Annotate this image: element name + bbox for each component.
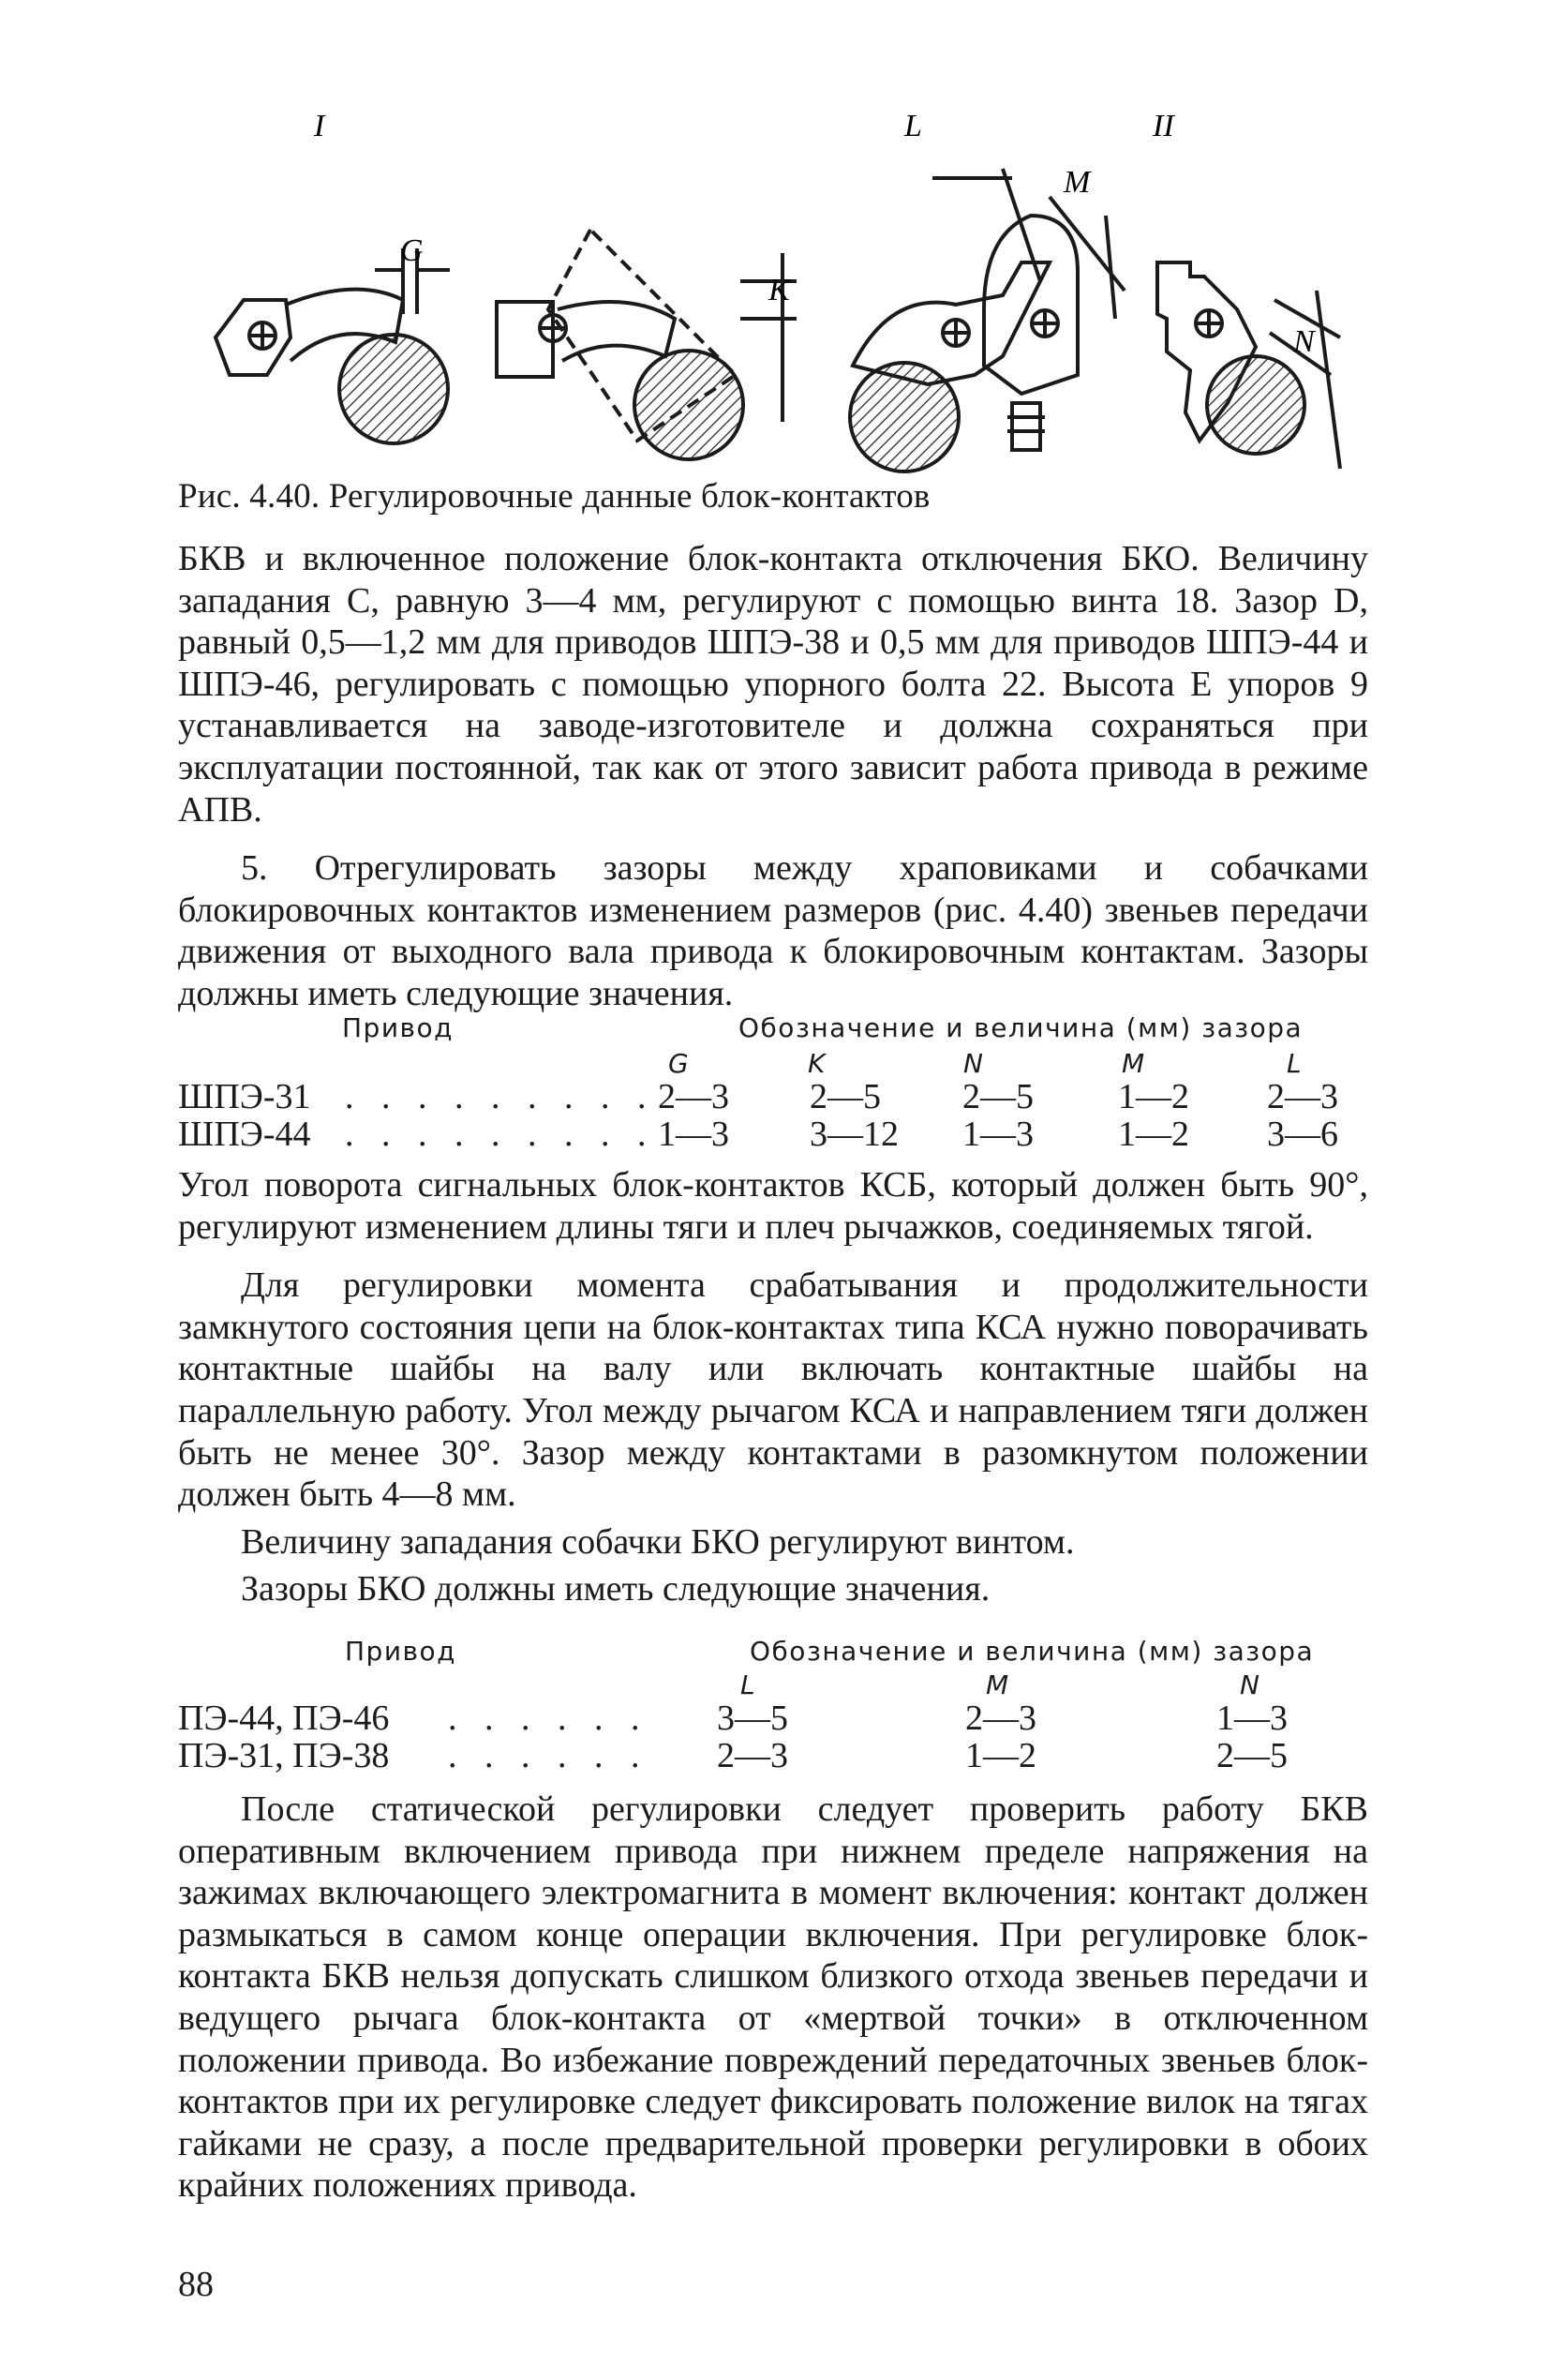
label-k: K xyxy=(768,273,790,307)
shaft-2 xyxy=(634,351,743,459)
table1-row-1-l: 2—3 xyxy=(1267,1077,1338,1116)
paragraph-7: После статической регулировки следует проверить работу БКВ оперативным включением привода при нижнем пределе напряжения на зажимах включающего электромагнита в момент включения: контакт должен размыкаться в самом конце операции включения. При регулировке блок-контакта БКВ нельзя допускать слишком близкого отхода звеньев передачи и ведущего рычага блок-контакта от «мертвой точки» в отключенном положении привода. Во избежание повреждений передаточных звеньев блок-контактов при их регулировке следует фиксировать положение вилок на тягах гайками не сразу, а после предварительной проверки регулировки в обоих крайних положениях привода. xyxy=(178,1789,1368,2206)
mechanism-drawing xyxy=(178,109,1359,487)
paragraph-group-2 xyxy=(178,1164,1368,1610)
table2-row-1-name: ПЭ-44, ПЭ-46 xyxy=(178,1699,390,1738)
label-g: G xyxy=(400,233,424,268)
table1-row-2-k: 3—12 xyxy=(810,1115,899,1154)
table2-subcol-m: M xyxy=(986,1669,1009,1700)
table1-row-1-n: 2—5 xyxy=(962,1077,1034,1116)
table2-col-group: Обозначение и величина (мм) зазора xyxy=(750,1636,1315,1667)
label-ii: II xyxy=(1153,109,1174,143)
table1-row-2-g: 1—3 xyxy=(658,1115,729,1154)
figure-4-40 xyxy=(178,109,1359,487)
paragraph-6: Зазоры БКО должны иметь следующие значения. xyxy=(241,1569,991,1609)
paragraph-group-3 xyxy=(178,1789,1368,2207)
paragraph-group-1 xyxy=(178,538,1368,1015)
table1-row-2-dots: . . . . . . . . . xyxy=(345,1115,656,1154)
table1-col-drive: Привод xyxy=(342,1012,455,1043)
table1-row-1-g: 2—3 xyxy=(658,1077,729,1116)
table2-col-drive: Привод xyxy=(345,1636,457,1667)
table1-subcol-l: L xyxy=(1287,1048,1302,1079)
table1-subcol-n: N xyxy=(963,1048,983,1079)
table2-row-1-n: 1—3 xyxy=(1216,1699,1288,1738)
page-number: 88 xyxy=(178,2265,214,2304)
paragraph-2: 5. Отрегулировать зазоры между храповиками и собачками блокировочных контактов изменением размеров (рис. 4.40) звеньев передачи движения от выходного вала привода к блокировочным контактам. Зазоры должны иметь следующие значения. xyxy=(178,848,1368,1013)
gap-table-1 xyxy=(178,1003,1368,1162)
label-l: L xyxy=(904,109,922,143)
table1-row-1-name: ШПЭ-31 xyxy=(178,1077,311,1116)
table1-row-2-n: 1—3 xyxy=(962,1115,1034,1154)
shaft-1 xyxy=(339,335,448,443)
shaft-4 xyxy=(1207,356,1304,454)
paragraph-3: Угол поворота сигнальных блок-контактов КСБ, который должен быть 90°, регулируют изменением длины тяги и плеч рычажков, соединяемых тягой. xyxy=(178,1165,1368,1247)
label-i: I xyxy=(314,109,325,143)
paragraph-4: Для регулировки момента срабатывания и продолжительности замкнутого состояния цепи на блок-контактах типа КСА нужно поворачивать контактные шайбы на валу или включать контактные шайбы на параллельную работу. Угол между рычагом КСА и направлением тяги должен быть не менее 30°. Зазор между контактами в разомкнутом положении должен быть 4—8 мм. xyxy=(178,1265,1368,1515)
table2-row-1-m: 2—3 xyxy=(965,1699,1036,1738)
label-n: N xyxy=(1293,324,1315,359)
table1-subcol-m: M xyxy=(1122,1048,1145,1079)
table1-row-1-k: 2—5 xyxy=(810,1077,881,1116)
table1-row-2-l: 3—6 xyxy=(1267,1115,1338,1154)
paragraph-5: Величину западания собачки БКО регулируют винтом. xyxy=(241,1521,1075,1562)
table2-row-1-l: 3—5 xyxy=(717,1699,788,1738)
table2-subcol-l: L xyxy=(740,1669,755,1700)
table1-row-2-name: ШПЭ-44 xyxy=(178,1115,311,1154)
table1-row-1-dots: . . . . . . . . . xyxy=(345,1077,656,1116)
shaft-3 xyxy=(850,363,959,472)
table2-row-2-name: ПЭ-31, ПЭ-38 xyxy=(178,1736,390,1775)
table2-row-1-dots: . . . . . . xyxy=(448,1699,649,1738)
table1-subcol-g: G xyxy=(668,1048,689,1079)
paragraph-1: БКВ и включенное положение блок-контакта отключения БКО. Величину западания C, равную 3—4 мм, регулируют с помощью винта 18. Зазор D, равный 0,5—1,2 мм для приводов ШПЭ-38 и 0,5 мм для приводов ШПЭ-44 и ШПЭ-46, регулировать с помощью упорного болта 22. Высота E упоров 9 устанавливается на заводе-изготовителе и должна сохраняться при эксплуатации постоянной, так как от этого зависит работа привода в режиме АПВ. xyxy=(178,539,1368,830)
gap-table-2 xyxy=(178,1626,1368,1775)
table1-row-2-m: 1—2 xyxy=(1118,1115,1189,1154)
table2-subcol-n: N xyxy=(1240,1669,1259,1700)
table2-row-2-dots: . . . . . . xyxy=(448,1736,649,1775)
figure-caption: Рис. 4.40. Регулировочные данные блок-контактов xyxy=(178,477,931,516)
table2-row-2-n: 2—5 xyxy=(1216,1736,1288,1775)
table2-row-2-l: 2—3 xyxy=(717,1736,788,1775)
table1-col-group: Обозначение и величина (мм) зазора xyxy=(738,1012,1304,1043)
table2-row-2-m: 1—2 xyxy=(965,1736,1036,1775)
label-m: M xyxy=(1064,165,1091,200)
table1-row-1-m: 1—2 xyxy=(1118,1077,1189,1116)
table1-subcol-k: K xyxy=(808,1048,826,1079)
